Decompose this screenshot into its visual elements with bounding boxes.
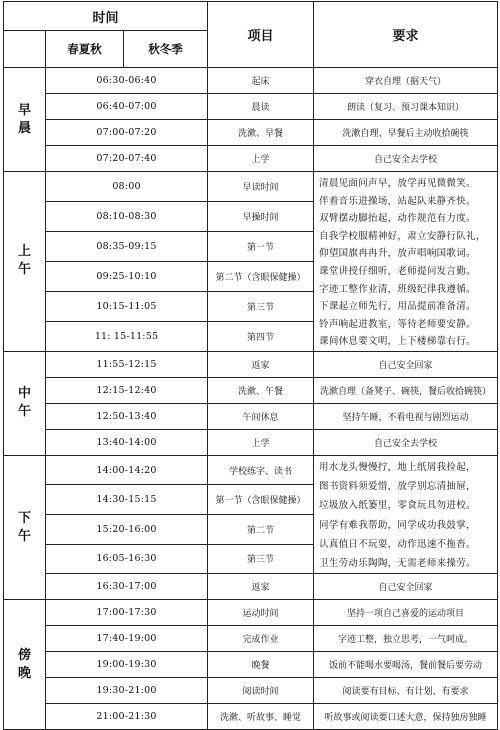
requirement-cell: 坚持一项自己喜爱的运动项目 <box>314 600 498 626</box>
period-label <box>4 172 46 352</box>
note-line: 仰望国旗冉冉升，放声唱响国歌词。 <box>319 248 476 260</box>
note-line: 同学有难我帮助，同学成功我鼓掌， <box>319 519 476 531</box>
note-line: 清晨见面问声早，放学再见微微笑。 <box>319 178 476 189</box>
requirement-cell: 阅读要有目标、有计划、有要求 <box>314 678 498 704</box>
requirement-cell: 听故事或阅读要口述大意，保持独房独睡 <box>314 704 498 730</box>
note-line: 铃声响起进教室，等待老师要安静。 <box>319 318 476 330</box>
requirement-cell: 字迹工整，独立思考，一气呵成。 <box>314 626 498 652</box>
item-cell: 阅读时间 <box>208 678 314 704</box>
note-line: 垃圾放入纸篓里，零食玩具勿进校。 <box>319 500 476 512</box>
period-char: 晚 <box>17 665 31 681</box>
note-line: 卫生劳动乐陶陶，无需老师来操劳。 <box>319 557 476 569</box>
requirement-cell: 自己安全回家 <box>314 574 498 600</box>
time-cell: 16:30-17:00 <box>46 574 208 600</box>
note-line: 用水龙头慢慢拧，地上纸屑我捡起， <box>319 461 476 473</box>
item-cell: 学校练字、读书 <box>208 455 314 485</box>
table-row <box>4 172 498 202</box>
period-char: 上 <box>17 244 31 260</box>
header-item: 项目 <box>208 2 314 68</box>
item-cell: 上学 <box>208 146 314 172</box>
time-cell: 21:00-21:30 <box>46 704 208 730</box>
time-cell: 12:15-12:40 <box>46 377 208 403</box>
requirement-note <box>314 172 498 352</box>
item-cell: 晚餐 <box>208 652 314 678</box>
note-line: 字迹工整作业清，班级纪律我遵循。 <box>319 283 476 295</box>
time-cell: 07:20-07:40 <box>46 146 208 172</box>
item-cell: 起床 <box>208 68 314 94</box>
requirement-cell: 自己安全去学校 <box>314 429 498 455</box>
item-cell: 第二节（含眼保健操） <box>208 261 314 291</box>
time-cell: 13:40-14:00 <box>46 429 208 455</box>
header-autumn-winter: 秋冬季 <box>124 31 208 68</box>
note-line: 双臂摆动脚抬起，动作规范有力度。 <box>319 213 476 225</box>
time-cell: 12:50-13:40 <box>46 403 208 429</box>
period-char: 午 <box>17 528 31 544</box>
item-cell: 第一节 <box>208 231 314 261</box>
requirement-cell: 朗读（复习、预习课本知识） <box>314 94 498 120</box>
item-cell: 晨读 <box>208 94 314 120</box>
time-cell: 06:40-07:00 <box>46 94 208 120</box>
period-char: 中 <box>17 386 31 402</box>
table-row <box>4 146 498 172</box>
table-row <box>4 455 498 485</box>
table-row <box>4 377 498 403</box>
time-cell: 08:10-08:30 <box>46 201 208 231</box>
note-line: 自我学校服精神好，肃立安静行队礼， <box>319 230 486 242</box>
item-cell: 第四节 <box>208 321 314 351</box>
requirement-note <box>314 455 498 573</box>
period-char: 下 <box>17 510 31 526</box>
time-cell: 11:55-12:15 <box>46 351 208 377</box>
table-row <box>4 94 498 120</box>
table-row <box>4 600 498 626</box>
table-row <box>4 429 498 455</box>
period-label <box>4 455 46 599</box>
time-cell: 10:15-11:05 <box>46 291 208 321</box>
item-cell: 第一节（含眼保健操） <box>208 485 314 515</box>
requirement-cell: 坚持午睡，不看电视与剧烈运动 <box>314 403 498 429</box>
requirement-cell: 自己安全去学校 <box>314 146 498 172</box>
time-cell: 08:00 <box>46 172 208 202</box>
header-requirement: 要求 <box>314 2 498 68</box>
time-cell: 17:00-17:30 <box>46 600 208 626</box>
item-cell: 洗漱、听故事、睡觉 <box>208 704 314 730</box>
table-row <box>4 403 498 429</box>
table-row <box>4 68 498 94</box>
period-char: 午 <box>17 404 31 420</box>
period-char: 早 <box>17 102 31 118</box>
note-line: 下课起立师先行，用品提前准备清。 <box>319 301 476 313</box>
item-cell: 早操时间 <box>208 201 314 231</box>
time-cell: 15:20-16:00 <box>46 515 208 545</box>
period-char: 午 <box>17 262 31 278</box>
header-blank <box>4 31 46 68</box>
period-char: 晨 <box>17 120 31 136</box>
item-cell: 早读时间 <box>208 172 314 202</box>
table-row <box>4 678 498 704</box>
item-cell: 第二节 <box>208 515 314 545</box>
item-cell: 第三节 <box>208 291 314 321</box>
note-line: 课堂讲授仔细听，老师提问发言勤。 <box>319 265 476 277</box>
item-cell: 运动时间 <box>208 600 314 626</box>
time-cell: 11: 15-11:55 <box>46 321 208 351</box>
item-cell: 上学 <box>208 429 314 455</box>
header-time: 时间 <box>4 2 208 31</box>
period-label <box>4 600 46 730</box>
table-row <box>4 704 498 730</box>
item-cell: 返家 <box>208 351 314 377</box>
time-cell: 16:05-16:30 <box>46 544 208 574</box>
requirement-cell: 洗漱自理（备凳子、碗筷，餐后收拾碗筷） <box>314 377 498 403</box>
table-row <box>4 351 498 377</box>
time-cell: 19:00-19:30 <box>46 652 208 678</box>
item-cell: 第三节 <box>208 544 314 574</box>
period-label <box>4 68 46 172</box>
time-cell: 19:30-21:00 <box>46 678 208 704</box>
table-row <box>4 574 498 600</box>
note-line: 课间休息要文明，上下楼梯靠右行。 <box>319 336 476 348</box>
requirement-cell: 饭前不能喝水要喝汤，餐前餐后要劳动 <box>314 652 498 678</box>
daily-schedule-table <box>3 1 498 730</box>
time-cell: 14:00-14:20 <box>46 455 208 485</box>
time-cell: 14:30-15:15 <box>46 485 208 515</box>
time-cell: 09:25-10:10 <box>46 261 208 291</box>
item-cell: 午间休息 <box>208 403 314 429</box>
time-cell: 07:00-07:20 <box>46 120 208 146</box>
table-row <box>4 652 498 678</box>
time-cell: 17:40-19:00 <box>46 626 208 652</box>
requirement-cell: 洗漱自理、早餐后主动收拾碗筷 <box>314 120 498 146</box>
item-cell: 返家 <box>208 574 314 600</box>
item-cell: 洗漱、早餐 <box>208 120 314 146</box>
item-cell: 洗漱、午餐 <box>208 377 314 403</box>
note-line: 图书资料须爱惜，放学别忘清抽屉， <box>319 481 476 493</box>
note-line: 伴着音乐进操场，站起队来静齐快。 <box>319 195 476 207</box>
time-cell: 06:30-06:40 <box>46 68 208 94</box>
requirement-cell: 自己安全回家 <box>314 351 498 377</box>
period-char: 傍 <box>17 647 31 663</box>
time-cell: 08:35-09:15 <box>46 231 208 261</box>
item-cell: 完成作业 <box>208 626 314 652</box>
table-row <box>4 626 498 652</box>
header-spring-summer-autumn: 春夏秋 <box>46 31 124 68</box>
period-label <box>4 351 46 455</box>
table-row <box>4 120 498 146</box>
note-line: 认真值日不玩耍，动作迅速不拖沓。 <box>319 538 476 550</box>
requirement-cell: 穿衣自理（据天气） <box>314 68 498 94</box>
